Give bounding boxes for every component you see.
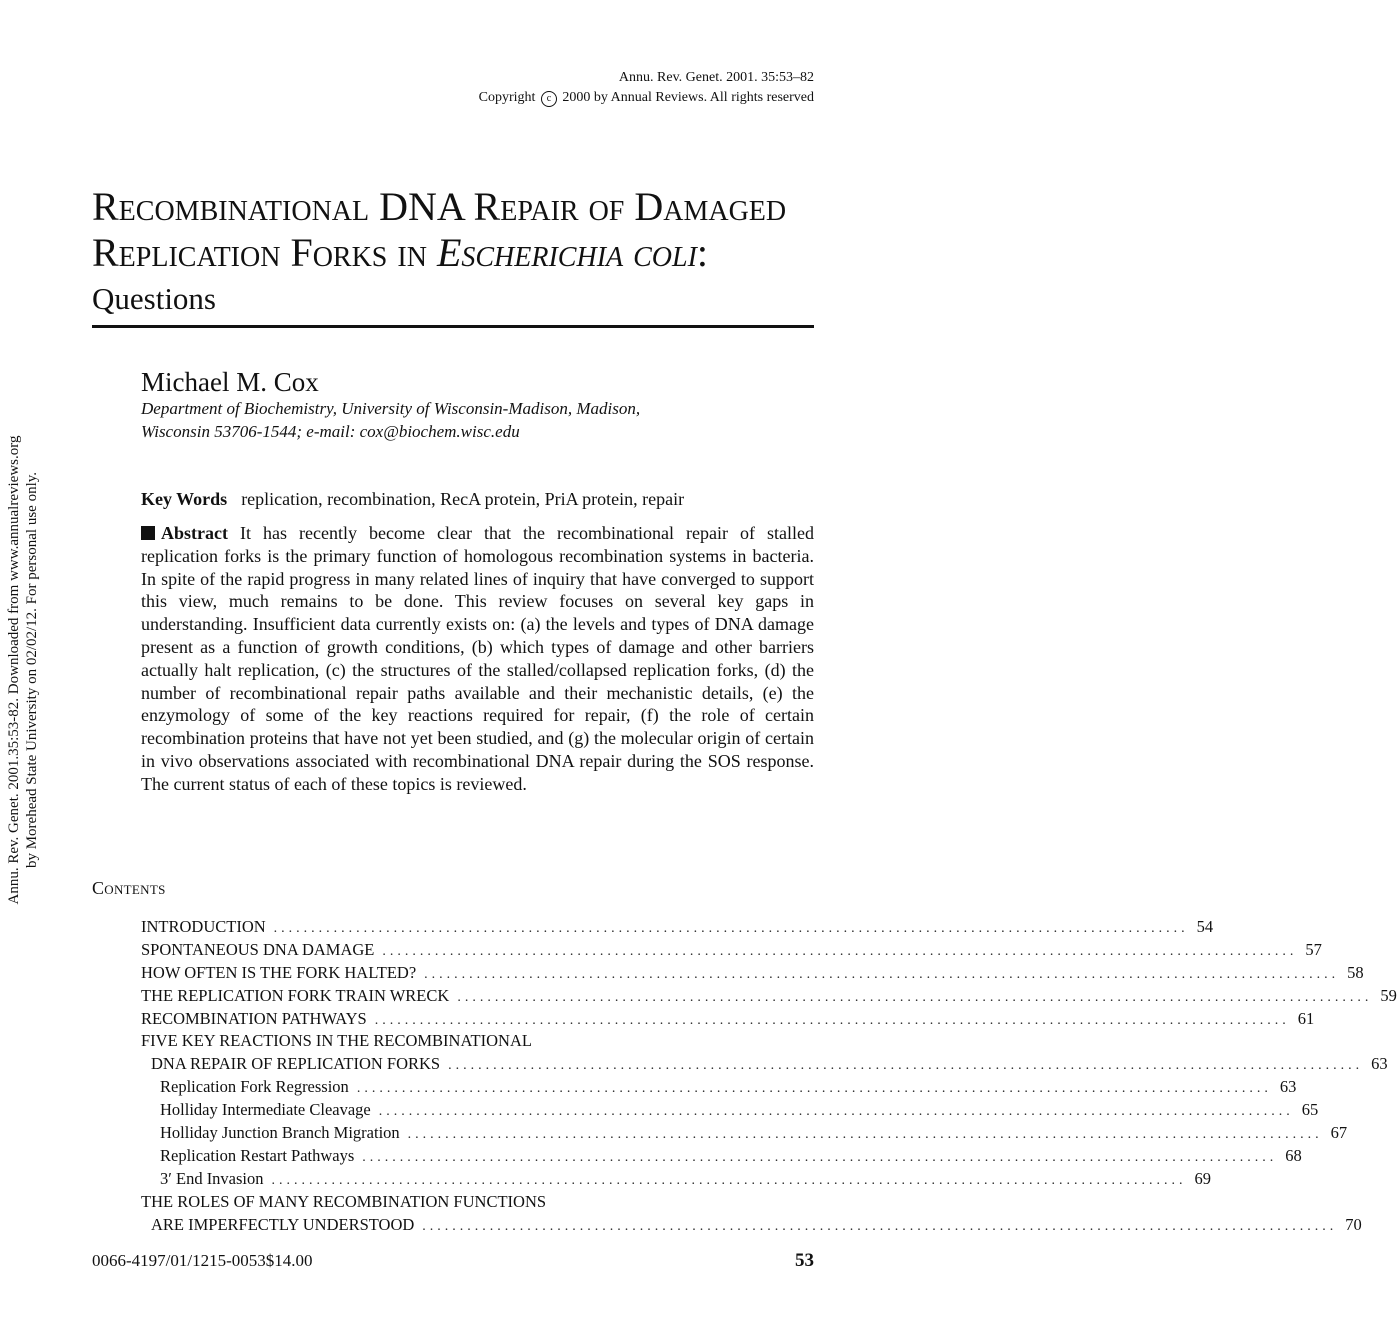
- toc-entry[interactable]: ARE IMPERFECTLY UNDERSTOOD .......................................................................................................................... 70: [141, 1214, 814, 1237]
- toc-leader: ..........................................................................................................................: [356, 1081, 1272, 1097]
- article-code: 0066-4197/01/1215-0053$14.00: [92, 1251, 313, 1270]
- toc-entry[interactable]: DNA REPAIR OF REPLICATION FORKS .......................................................................................................................... 63: [141, 1053, 814, 1076]
- toc-leader: ..........................................................................................................................: [382, 943, 1298, 959]
- toc-leader: ..........................................................................................................................: [362, 1149, 1278, 1165]
- toc-page: 59: [1380, 985, 1397, 1005]
- keywords-text: replication, recombination, RecA protein, PriA protein, repair: [241, 489, 685, 509]
- toc-subentry[interactable]: Holliday Junction Branch Migration .......................................................................................................................... 67: [141, 1122, 814, 1145]
- title-subtitle: Questions: [92, 281, 216, 316]
- toc-page: 67: [1330, 1123, 1348, 1143]
- toc-page: 65: [1301, 1100, 1319, 1120]
- toc-entry[interactable]: RECOMBINATION PATHWAYS .......................................................................................................................... 61: [141, 1008, 814, 1031]
- toc-subentry[interactable]: Holliday Intermediate Cleavage .......................................................................................................................... 65: [141, 1099, 814, 1122]
- watermark-line-2: by Morehead State University on 02/02/12. For personal use only.: [24, 471, 40, 869]
- journal-citation: Annu. Rev. Genet. 2001. 35:53–82: [618, 70, 814, 85]
- copyright-icon: c: [541, 91, 557, 107]
- toc-leader: ..........................................................................................................................: [407, 1127, 1323, 1143]
- toc-leader: ..........................................................................................................................: [448, 1058, 1364, 1074]
- toc-leader: ..........................................................................................................................: [422, 1218, 1338, 1234]
- download-watermark: [3, 0, 43, 1342]
- journal-header: [479, 68, 814, 108]
- toc-entry[interactable]: THE REPLICATION FORK TRAIN WRECK .......................................................................................................................... 59: [141, 985, 814, 1008]
- toc-leader: ..........................................................................................................................: [424, 966, 1340, 982]
- toc-page: 58: [1347, 962, 1364, 982]
- toc-subentry[interactable]: Replication Fork Regression .......................................................................................................................... 63: [141, 1076, 814, 1099]
- title-line-2: Replication Forks in Escherichia coli:: [92, 230, 709, 275]
- keywords-label: Key Words: [141, 489, 228, 509]
- toc-page: 70: [1345, 1214, 1362, 1234]
- toc-leader: ..........................................................................................................................: [271, 1172, 1187, 1188]
- toc-page: 63: [1371, 1054, 1388, 1074]
- toc-entry[interactable]: FIVE KEY REACTIONS IN THE RECOMBINATIONAL: [141, 1031, 532, 1051]
- page-number: 53: [795, 1250, 814, 1271]
- abstract: [141, 522, 814, 796]
- toc-entry[interactable]: SPONTANEOUS DNA DAMAGE .......................................................................................................................... 57: [141, 939, 814, 962]
- toc-subentry[interactable]: 3′ End Invasion .......................................................................................................................... 69: [141, 1168, 814, 1191]
- toc-page: 61: [1297, 1008, 1315, 1028]
- title-rule: [92, 325, 814, 328]
- toc-subentry[interactable]: Replication Restart Pathways .......................................................................................................................... 68: [141, 1145, 814, 1168]
- toc-page: 57: [1305, 939, 1322, 959]
- toc-page: 63: [1279, 1077, 1297, 1097]
- contents-heading: Contents: [92, 878, 166, 898]
- toc-page: 68: [1285, 1145, 1302, 1165]
- square-bullet-icon: [141, 526, 155, 540]
- toc-entry[interactable]: INTRODUCTION .......................................................................................................................... 54: [141, 916, 814, 939]
- table-of-contents: [141, 916, 1397, 1236]
- toc-page: 69: [1194, 1168, 1212, 1188]
- title-line-1: Recombinational DNA Repair of Damaged: [92, 184, 787, 229]
- toc-entry[interactable]: HOW OFTEN IS THE FORK HALTED? .......................................................................................................................... 58: [141, 962, 814, 985]
- author-name: Michael M. Cox: [141, 367, 319, 397]
- species-name: Escherichia coli: [436, 230, 697, 275]
- keywords: [141, 487, 684, 511]
- toc-entry[interactable]: THE ROLES OF MANY RECOMBINATION FUNCTIONS: [141, 1191, 547, 1211]
- article-title: [92, 184, 814, 320]
- watermark-line-1: Annu. Rev. Genet. 2001.35:53-82. Downloaded from www.annualreviews.org: [6, 435, 22, 905]
- copyright-line: Copyright c 2000 by Annual Reviews. All rights reserved: [478, 90, 814, 105]
- abstract-label: Abstract: [161, 523, 228, 543]
- toc-leader: ..........................................................................................................................: [457, 989, 1373, 1005]
- abstract-text: It has recently become clear that the recombinational repair of stalled replication forks is the primary function of homologous recombination systems in bacteria. In spite of the rapid progress in many related lines of inquiry that have converged to support this view, much remains to be done. This review focuses on several key gaps in understanding. Insufficient data currently exists on: (a) the levels and types of DNA damage present as a function of growth conditions, (b) which types of damage and other barriers actually halt replication, (c) the structures of the stalled/collapsed replication forks, (d) the number of recombinational repair paths available and their mechanistic details, (e) the enzymology of some of the key reactions required for repair, (f) the role of certain recombination proteins that have not yet been studied, and (g) the molecular origin of certain in vivo observations associated with recombinational DNA repair during the SOS response. The current status of each of these topics is reviewed.: [141, 523, 814, 794]
- toc-leader: ..........................................................................................................................: [378, 1104, 1294, 1120]
- toc-leader: ..........................................................................................................................: [374, 1012, 1290, 1028]
- author-affiliation: Department of Biochemistry, University of Wisconsin-Madison, Madison, Wisconsin 53706-1544; e-mail: cox@biochem.wisc.edu: [141, 399, 641, 441]
- toc-page: 54: [1196, 917, 1214, 936]
- toc-leader: ..........................................................................................................................: [273, 921, 1189, 936]
